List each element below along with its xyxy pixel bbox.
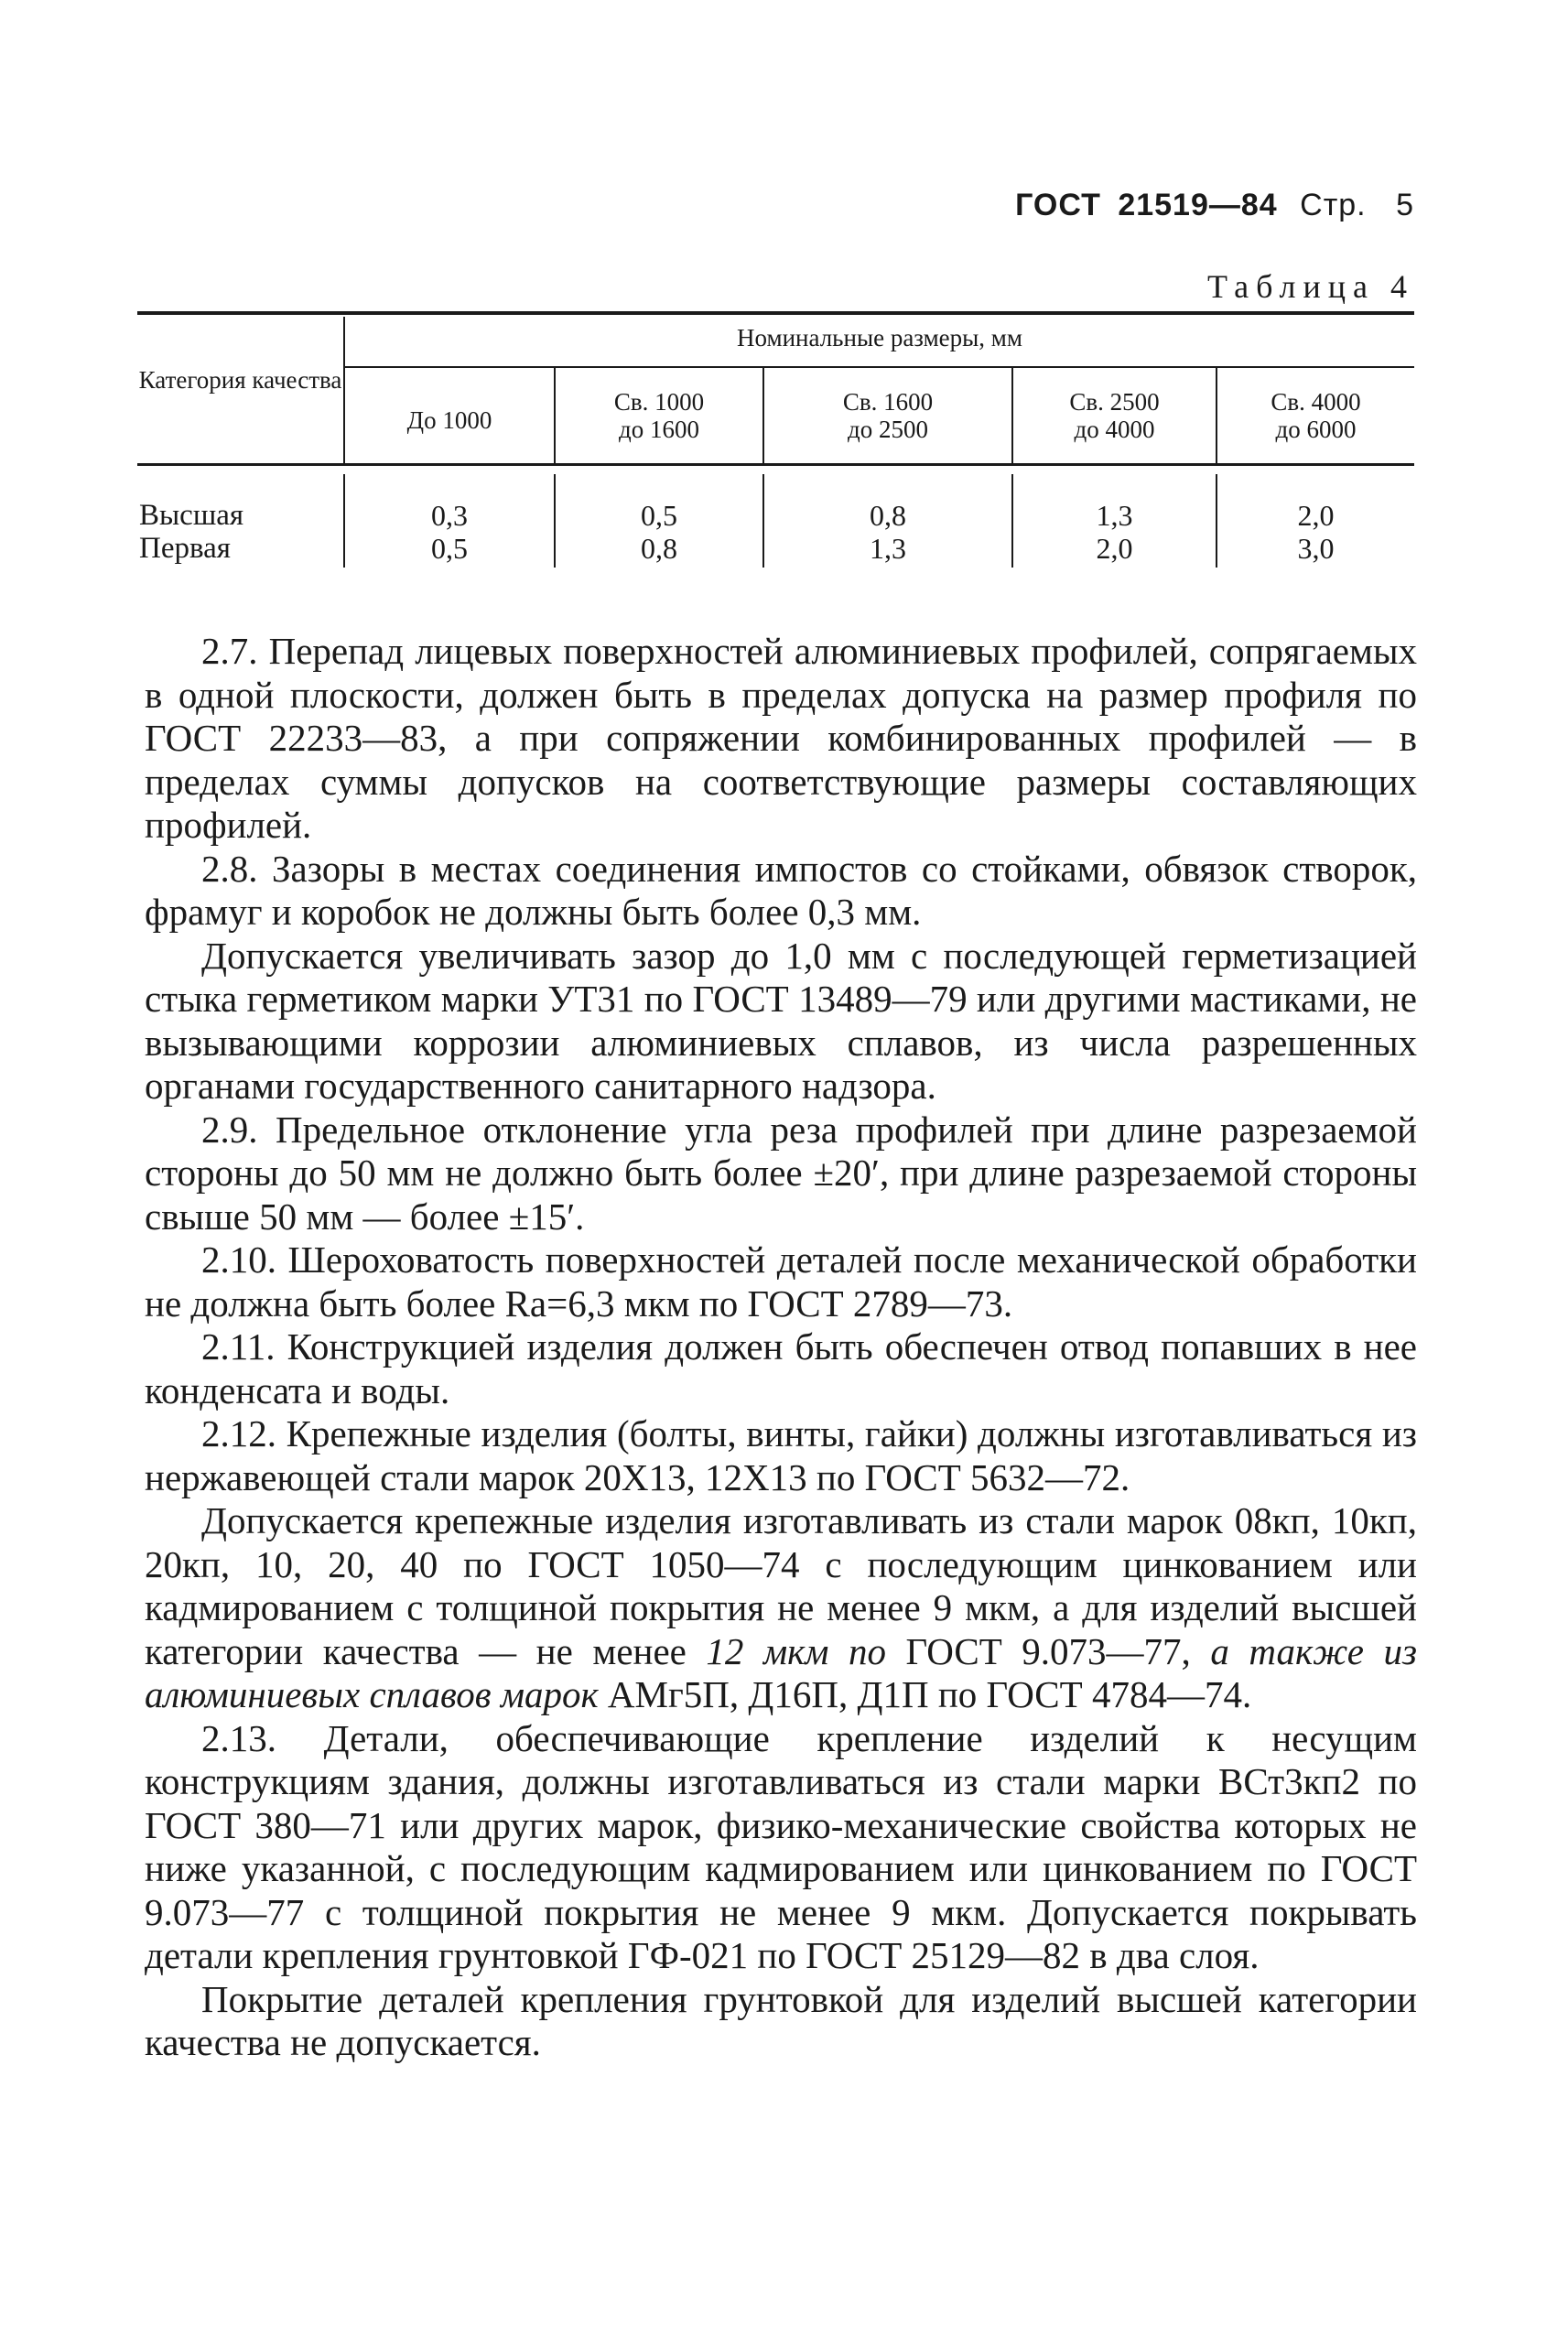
paragraph-2-11: 2.11. Конструкцией изделия должен быть обеспечен отвод попавших в нее конденсата и воды.	[145, 1325, 1417, 1411]
header-col-3: Св. 1600 до 2500	[842, 388, 934, 443]
table-cell: 0,8	[870, 499, 906, 532]
table-group-rule	[343, 366, 1414, 368]
paragraph-2-8: 2.8. Зазоры в местах соединения импостов со стойками, обвязок створок, фрамуг и коробок не должны быть более 0,3 мм.	[145, 847, 1417, 933]
paragraph-2-10: 2.10. Шероховатость поверхностей деталей после механической обработки не должна быть более Ra=6,3 мкм по ГОСТ 2789—73.	[145, 1238, 1417, 1325]
table-cell: 2,0	[1297, 499, 1335, 532]
header-gost: ГОСТ	[1015, 188, 1101, 222]
body-text	[145, 630, 1417, 2065]
table-header-bottom-rule	[137, 463, 1414, 466]
italic-text: а также из алюминиевых сплавов марок	[145, 1629, 1418, 1715]
header-page-label: Стр.	[1300, 188, 1367, 222]
paragraph-text: ГОСТ 9.073—77,	[886, 1629, 1211, 1672]
page-header	[1015, 188, 1414, 223]
header-col-5: Св. 4000 до 6000	[1271, 388, 1361, 443]
header-col-1: До 1000	[406, 406, 492, 434]
header-page-number: 5	[1396, 188, 1414, 222]
paragraph-2-13: 2.13. Детали, обеспечивающие крепление изделий к несущим конструкциям здания, должны изготавливаться из стали марки ВСт3кп2 по ГОСТ 380—71 или других марок, физико-механические свойства которых не ниже указанной, с последующим кадмированием или цинкованием по ГОСТ 9.073—77 с толщиной покрытия не менее 9 мкм. Допускается покрывать детали крепления грунтовкой ГФ-021 по ГОСТ 25129—82 в два слоя.	[145, 1716, 1417, 1976]
header-category: Категория качества	[138, 366, 342, 394]
table-cell: 1,3	[870, 532, 906, 565]
table-top-rule	[137, 311, 1414, 315]
paragraph-2-12: 2.12. Крепежные изделия (болты, винты, гайки) должны изготавливаться из нержавеющей стали марок 20Х13, 12Х13 по ГОСТ 5632—72.	[145, 1412, 1417, 1498]
paragraph-text: АМг5П, Д16П, Д1П по ГОСТ 4784—74.	[598, 1673, 1252, 1715]
table-caption: Таблица 4	[1207, 268, 1414, 305]
table-cell: 0,5	[431, 532, 468, 565]
table-cell: 0,3	[431, 499, 468, 532]
paragraph-2-9: 2.9. Предельное отклонение угла реза профилей при длине разрезаемой стороны до 50 мм не должно быть более ±20′, при длине разрезаемой стороны свыше 50 мм — более ±15′.	[145, 1108, 1417, 1238]
row-label-first: Первая	[139, 532, 231, 565]
table-cell: 1,3	[1096, 499, 1133, 532]
table-cell: 2,0	[1096, 532, 1133, 565]
italic-text: 12 мкм по	[706, 1629, 887, 1672]
paragraph-2-7: 2.7. Перепад лицевых поверхностей алюминиевых профилей, сопрягаемых в одной плоскости, должен быть в пределах допуска на размер профиля по ГОСТ 22233—83, а при сопряжении комбинированных профилей — в пределах суммы допусков на соответствующие размеры составляющих профилей.	[145, 630, 1417, 846]
header-col-2: Св. 1000 до 1600	[613, 388, 705, 443]
header-nominal-sizes: Номинальные размеры, мм	[737, 324, 1022, 351]
tolerance-table	[137, 311, 1414, 577]
paragraph-2-13-restriction: Покрытие деталей крепления грунтовкой для изделий высшей категории качества не допускается.	[145, 1977, 1417, 2063]
table-cell: 0,5	[641, 499, 677, 532]
table-cell: 3,0	[1297, 532, 1335, 565]
header-col-4: Св. 2500 до 4000	[1069, 388, 1160, 443]
row-label-highest: Высшая	[139, 499, 244, 532]
table-cell: 0,8	[641, 532, 677, 565]
header-standard-number: 21519—84	[1118, 188, 1278, 222]
paragraph-2-12-allowance	[145, 1499, 1417, 1717]
paragraph-2-8-allowance: Допускается увеличивать зазор до 1,0 мм с последующей герметизацией стыка герметиком марки УТ31 по ГОСТ 13489—79 или другими мастиками, не вызывающими коррозии алюминиевых сплавов, из числа разрешенных органами государственного санитарного надзора.	[145, 934, 1417, 1107]
paragraph-text: Допускается крепежные изделия изготавливать из стали марок 08кп, 10кп, 20кп, 10, 20, 40 по ГОСТ 1050—74 с последующим цинкованием или кадмированием с толщиной покрытия не менее 9 мкм, а для изделий высшей категории качества — не менее	[145, 1499, 1417, 1672]
